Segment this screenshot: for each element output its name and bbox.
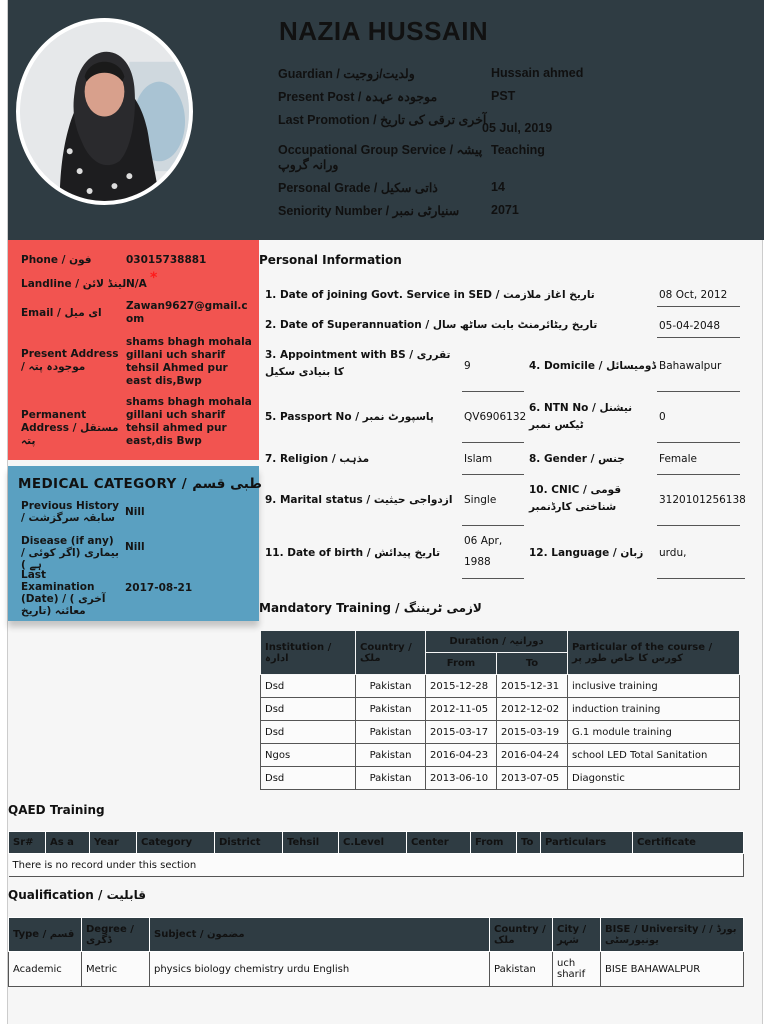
table-cell: Pakistan (490, 952, 553, 987)
qaed-col: Tehsil (283, 832, 339, 854)
last-promotion-value: 05 Jul, 2019 (482, 121, 553, 135)
bs-label: 3. Appointment with BS / تقرری کا بنیادی سکیل (265, 349, 451, 378)
qaed-col: District (215, 832, 283, 854)
table-cell: G.1 module training (568, 721, 740, 744)
table-cell: Ngos (261, 744, 356, 767)
profile-page (7, 0, 763, 1024)
qaed-col: Particulars (541, 832, 633, 854)
qual-col-type: Type / قسم (9, 918, 82, 952)
qualification-title: Qualification / قابلیت (8, 888, 146, 902)
qual-col-subject: Subject / مضمون (150, 918, 490, 952)
mandatory-training-table (260, 630, 740, 790)
table-cell: uch sharif (553, 952, 601, 987)
table-cell: Diagonstic (568, 767, 740, 790)
disease-value: Nill (125, 541, 145, 553)
table-cell: 2015-03-17 (426, 721, 497, 744)
ntn-value: 0 (657, 406, 740, 443)
qaed-col: C.Level (339, 832, 407, 854)
joining-value: 08 Oct, 2012 (657, 284, 740, 307)
permanent-address-label: Permanent Address / مستقل پتہ (21, 409, 119, 447)
col-to: To (497, 653, 568, 675)
table-row (261, 675, 740, 698)
employee-name: NAZIA HUSSAIN (279, 16, 489, 46)
present-post-value: PST (491, 89, 516, 103)
required-mark: * (150, 270, 158, 286)
ntn-label: 6. NTN No / نیشنل ٹیکس نمبر (529, 402, 633, 431)
table-row (9, 952, 744, 987)
domicile-value: Bahawalpur (657, 355, 740, 392)
disease-label: Disease (if any) / بیماری (اگر کوئی ہے ) (21, 535, 119, 571)
qaed-col: From (471, 832, 517, 854)
table-cell: 2015-03-19 (497, 721, 568, 744)
profile-header (8, 0, 764, 240)
table-cell: Pakistan (356, 721, 426, 744)
table-cell: 2015-12-28 (426, 675, 497, 698)
dob-value: 06 Apr, 1988 (462, 531, 524, 579)
marital-label: 9. Marital status / ازدواجی حیثیت (265, 494, 453, 506)
last-promotion-label: Last Promotion / آخری ترقی کی تاریخ (278, 113, 487, 127)
qaed-col: Year (90, 832, 137, 854)
table-cell: Dsd (261, 721, 356, 744)
guardian-value: Hussain ahmed (491, 66, 584, 80)
table-cell: Dsd (261, 698, 356, 721)
mandatory-title: Mandatory Training / لازمی ٹریننگ (259, 601, 482, 615)
landline-label: Landline / لینڈ لائن (21, 278, 127, 290)
joining-label: 1. Date of joining Govt. Service in SED / تاریخ اغاز ملازمت (265, 289, 595, 301)
table-cell: Dsd (261, 767, 356, 790)
table-cell: Pakistan (356, 698, 426, 721)
qaed-title: QAED Training (8, 803, 105, 817)
personal-grade-label: Personal Grade / ذاتی سکیل (278, 181, 438, 195)
table-cell: 2016-04-23 (426, 744, 497, 767)
qual-col-country: Country / ملک (490, 918, 553, 952)
religion-label: 7. Religion / مذہب (265, 453, 370, 465)
bs-value: 9 (462, 355, 524, 392)
table-cell: 2016-04-24 (497, 744, 568, 767)
occupational-group-label: Occupational Group Service / پیشہ ورانہ گروپ (278, 143, 483, 172)
col-particular: Particular of the course / کورس کا خاص طور پر (568, 631, 740, 675)
table-cell: Pakistan (356, 675, 426, 698)
landline-value: N/A (126, 278, 147, 290)
phone-value: 03015738881 (126, 254, 207, 266)
language-value: urdu, (657, 542, 745, 579)
qual-col-board: BISE / University / / بورڈ یونیورسٹی (601, 918, 744, 952)
religion-value: Islam (462, 448, 524, 475)
occupational-group-value: Teaching (491, 143, 545, 157)
history-value: Nill (125, 506, 145, 518)
permanent-address-value: shams bhagh mohala gillani uch sharif tehsil ahmed pur east,dis Bwp (126, 396, 252, 447)
passport-label: 5. Passport No / پاسپورٹ نمبر (265, 411, 434, 423)
qaed-col: Sr# (9, 832, 46, 854)
table-row (9, 854, 744, 877)
seniority-label: Seniority Number / سنیارٹی نمبر (278, 204, 460, 218)
table-row (261, 721, 740, 744)
qaed-col: Certificate (633, 832, 744, 854)
dob-label: 11. Date of birth / تاریخ پیدائش (265, 547, 441, 559)
table-cell: 2012-11-05 (426, 698, 497, 721)
table-cell: 2013-07-05 (497, 767, 568, 790)
domicile-label: 4. Domicile / ڈومیسائل (529, 360, 657, 372)
present-address-label: Present Address / موجودہ پتہ (21, 348, 119, 373)
present-address-value: shams bhagh mohala gillani uch sharif tehsil Ahmed pur east dis,Bwp (126, 336, 252, 387)
qual-col-degree: Degree / ڈگری (82, 918, 150, 952)
table-cell: inclusive training (568, 675, 740, 698)
passport-value: QV6906132 (462, 406, 524, 443)
qual-col-city: City / شہر (553, 918, 601, 952)
table-cell: Dsd (261, 675, 356, 698)
table-cell: physics biology chemistry urdu English (150, 952, 490, 987)
qaed-training-table (8, 831, 744, 877)
col-country: Country / ملک (356, 631, 426, 675)
table-cell: Metric (82, 952, 150, 987)
email-value: Zawan9627@gmail.com (126, 300, 248, 325)
gender-value: Female (657, 448, 740, 475)
personal-info-title: Personal Information (259, 253, 402, 267)
table-cell: 2012-12-02 (497, 698, 568, 721)
medical-title: MEDICAL CATEGORY / طبی قسم (18, 476, 262, 492)
qaed-col: As a (46, 832, 90, 854)
table-cell: Academic (9, 952, 82, 987)
language-label: 12. Language / زبان (529, 547, 644, 559)
col-from: From (426, 653, 497, 675)
cnic-value: 3120101256138 (657, 489, 740, 526)
table-row (261, 698, 740, 721)
table-row (261, 744, 740, 767)
table-cell: Pakistan (356, 767, 426, 790)
exam-label: Last Examination (Date) / ( آخری معائنہ (تاریخ (21, 569, 106, 617)
phone-label: Phone / فون (21, 254, 92, 266)
table-cell: school LED Total Sanitation (568, 744, 740, 767)
qualification-table (8, 917, 744, 987)
personal-grade-value: 14 (491, 180, 505, 194)
table-cell: induction training (568, 698, 740, 721)
qaed-col: Center (407, 832, 471, 854)
guardian-label: Guardian / ولدیت/زوجیت (278, 67, 415, 81)
profile-photo (16, 18, 193, 205)
superannuation-value: 05-04-2048 (657, 315, 740, 338)
exam-value: 2017-08-21 (125, 582, 193, 594)
empty-message: There is no record under this section (9, 854, 744, 877)
table-cell: Pakistan (356, 744, 426, 767)
qaed-col: Category (137, 832, 215, 854)
profile-photo-image (20, 22, 189, 201)
col-institution: Institution / ادارہ (261, 631, 356, 675)
history-label: Previous History / سابقہ سرگزشت (21, 500, 119, 524)
table-cell: 2013-06-10 (426, 767, 497, 790)
cnic-label: 10. CNIC / قومی شناختی کارڈنمبر (529, 484, 622, 513)
seniority-value: 2071 (491, 203, 519, 217)
email-label: Email / ای میل (21, 307, 102, 319)
marital-value: Single (462, 489, 524, 526)
table-row (261, 767, 740, 790)
table-cell: 2015-12-31 (497, 675, 568, 698)
present-post-label: Present Post / موجودہ عہدہ (278, 90, 438, 104)
gender-label: 8. Gender / جنس (529, 453, 625, 465)
superannuation-label: 2. Date of Superannuation / تاریخ ریٹائرمنٹ بابت ساٹھ سال (265, 319, 598, 331)
table-cell: BISE BAHAWALPUR (601, 952, 744, 987)
col-duration: Duration / دورانیہ (426, 631, 568, 653)
qaed-col: To (517, 832, 541, 854)
